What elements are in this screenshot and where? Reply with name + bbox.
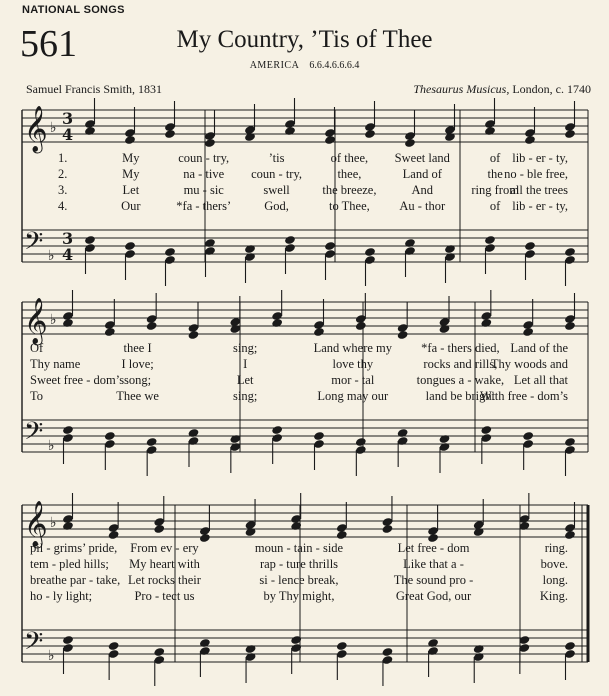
lyric-word: King.	[539, 589, 568, 603]
section-heading: NATIONAL SONGS	[22, 4, 125, 16]
lyric-word: ho - ly light;	[30, 589, 93, 603]
lyric-word: rocks and rills,	[423, 357, 498, 371]
lyric-word: sing;	[233, 341, 258, 355]
note-head	[245, 527, 257, 537]
note-head	[62, 425, 74, 435]
lyric-word: Let	[122, 183, 140, 197]
lyric-word: sing;	[233, 389, 258, 403]
lyric-word: My	[122, 167, 140, 181]
key-signature-flat: ♭	[50, 120, 57, 136]
lyric-word: Pro - tect us	[134, 589, 195, 603]
lyric-word: Great God, our	[395, 589, 472, 603]
note-head	[62, 318, 74, 328]
note-head	[204, 138, 216, 148]
lyric-word: The sound pro -	[393, 573, 474, 587]
lyric-word: *fa - thers died,	[421, 341, 500, 355]
note-head	[284, 126, 296, 136]
lyric-word: the breeze,	[322, 183, 377, 197]
note-head	[564, 129, 576, 139]
bass-clef: 𝄢	[24, 227, 44, 262]
lyric-word: the	[487, 167, 503, 181]
note-head	[564, 530, 576, 540]
system-2	[22, 290, 588, 476]
key-signature-flat: ♭	[50, 312, 57, 328]
lyric-word: With free - dom’s	[479, 389, 568, 403]
note-head	[355, 437, 367, 447]
lyric-word: bove.	[540, 557, 568, 571]
music-source-rest: London, c. 1740	[509, 82, 591, 96]
note-head	[62, 635, 74, 645]
note-head	[84, 126, 96, 136]
lyric-word: coun - try,	[178, 151, 230, 165]
lyric-word: Sweet land	[394, 151, 450, 165]
note-head	[473, 644, 485, 654]
note-head	[124, 241, 136, 251]
lyric-word: 3.	[58, 183, 68, 197]
note-head	[284, 235, 296, 245]
lyric-word: Of	[30, 341, 44, 355]
hymn-title: My Country, ’Tis of Thee	[176, 26, 433, 53]
lyric-word: ring.	[544, 541, 568, 555]
note-head	[245, 644, 257, 654]
lyric-word: From ev - ery	[130, 541, 199, 555]
note-head	[164, 129, 176, 139]
lyric-word: long.	[542, 573, 568, 587]
lyric-word: Like that a -	[403, 557, 464, 571]
lyric-word: moun - tain - side	[254, 541, 344, 555]
note-head	[564, 321, 576, 331]
note-head	[444, 132, 456, 142]
note-head	[524, 135, 536, 145]
note-head	[204, 238, 216, 248]
note-head	[382, 647, 394, 657]
note-head	[146, 321, 158, 331]
note-head	[199, 533, 211, 543]
time-signature: 4	[62, 245, 74, 264]
note-head	[564, 437, 576, 447]
lyric-word: 2.	[58, 167, 68, 181]
note-head	[355, 321, 367, 331]
note-head	[522, 327, 534, 337]
note-head	[484, 126, 496, 136]
lyric-word: Thy woods and	[490, 357, 568, 371]
note-head	[199, 638, 211, 648]
note-head	[146, 437, 158, 447]
lyric-word: Land where my	[313, 341, 393, 355]
lyric-word: na - tive	[183, 167, 225, 181]
key-signature-flat: ♭	[48, 648, 55, 664]
note-head	[427, 638, 439, 648]
note-head	[480, 318, 492, 328]
note-head	[564, 641, 576, 651]
note-head	[188, 330, 200, 340]
lyric-word: Let	[236, 373, 254, 387]
lyric-word: Let all that	[513, 373, 568, 387]
note-head	[244, 132, 256, 142]
lyric-word: no - ble free,	[504, 167, 568, 181]
lyric-word: mu - sic	[183, 183, 224, 197]
lyric-word: God,	[264, 199, 289, 213]
note-head	[108, 530, 120, 540]
note-head	[324, 135, 336, 145]
note-head	[62, 521, 74, 531]
lyric-word: ring from	[471, 183, 519, 197]
lyric-word: land be bright	[425, 389, 496, 403]
note-head	[473, 527, 485, 537]
lyric-word: Long may our	[317, 389, 389, 403]
key-signature-flat: ♭	[48, 438, 55, 454]
tune-name: AMERICA	[249, 60, 300, 71]
lyric-word: My heart with	[129, 557, 200, 571]
lyric-word: ’tis	[268, 151, 285, 165]
lyric-word: Sweet free - dom’s	[30, 373, 125, 387]
lyric-word: Land of the	[510, 341, 568, 355]
lyric-word: coun - try,	[251, 167, 303, 181]
lyric-word: I	[243, 357, 248, 371]
lyric-word: Au - thor	[399, 199, 446, 213]
note-head	[164, 247, 176, 257]
note-head	[404, 138, 416, 148]
text-credit: Samuel Francis Smith, 1831	[26, 82, 162, 96]
lyric-word: of	[489, 151, 501, 165]
lyric-word: by Thy might,	[263, 589, 335, 603]
note-head	[397, 330, 409, 340]
lyric-word: Let free - dom	[397, 541, 470, 555]
note-head	[524, 241, 536, 251]
note-head	[229, 434, 241, 444]
note-head	[271, 318, 283, 328]
treble-clef: 𝄞	[24, 298, 48, 344]
lyric-word: tem - pled hills;	[30, 557, 109, 571]
note-head	[124, 135, 136, 145]
lyric-word: Thy name	[30, 357, 81, 371]
note-head	[404, 238, 416, 248]
lyric-word: My	[122, 151, 140, 165]
lyric-word: 1.	[58, 151, 68, 165]
treble-clef: 𝄞	[24, 106, 48, 152]
lyric-word: Land of	[402, 167, 442, 181]
note-head	[313, 327, 325, 337]
note-head	[84, 235, 96, 245]
time-signature: 3	[62, 109, 74, 128]
note-head	[364, 247, 376, 257]
note-head	[484, 235, 496, 245]
treble-clef: 𝄞	[24, 501, 48, 547]
note-head	[324, 241, 336, 251]
note-head	[153, 524, 165, 534]
lyric-word: Thee we	[116, 389, 159, 403]
lyric-word: breathe par - take,	[30, 573, 121, 587]
lyric-word: Let rocks their	[128, 573, 201, 587]
lyric-word: swell	[263, 183, 290, 197]
note-head	[522, 431, 534, 441]
lyric-word: lib - er - ty,	[512, 199, 568, 213]
lyric-word: thee,	[337, 167, 362, 181]
meter: 6.6.4.6.6.6.4	[309, 60, 360, 71]
note-head	[108, 641, 120, 651]
note-head	[104, 327, 116, 337]
key-signature-flat: ♭	[50, 515, 57, 531]
lyric-word: tongues a - wake,	[416, 373, 505, 387]
lyric-word: all the trees	[510, 183, 568, 197]
lyric-word: mor - tal	[331, 373, 375, 387]
lyric-word: love thy	[332, 357, 374, 371]
note-head	[271, 425, 283, 435]
lyric-word: rap - ture thrills	[259, 557, 339, 571]
note-head	[439, 324, 451, 334]
note-head	[364, 129, 376, 139]
system-1	[22, 98, 588, 286]
lyric-word: To	[30, 389, 44, 403]
note-head	[188, 428, 200, 438]
note-head	[382, 524, 394, 534]
lyric-word: pil - grims’ pride,	[30, 541, 118, 555]
lyric-word: And	[411, 183, 434, 197]
note-head	[397, 428, 409, 438]
hymn-number: 561	[20, 23, 77, 65]
note-head	[564, 247, 576, 257]
lyric-word: I love;	[121, 357, 154, 371]
system-3	[22, 493, 588, 686]
note-head	[336, 641, 348, 651]
time-signature: 3	[62, 229, 74, 248]
lyric-word: 4.	[58, 199, 68, 213]
note-head	[480, 425, 492, 435]
note-head	[439, 434, 451, 444]
bass-clef: 𝄢	[24, 627, 44, 662]
key-signature-flat: ♭	[48, 248, 55, 264]
note-head	[313, 431, 325, 441]
lyric-word: si - lence break,	[259, 573, 339, 587]
note-head	[153, 647, 165, 657]
lyric-word: song;	[124, 373, 152, 387]
lyric-word: thee I	[123, 341, 152, 355]
note-head	[104, 431, 116, 441]
lyric-word: to Thee,	[329, 199, 370, 213]
note-head	[336, 530, 348, 540]
lyric-word: of thee,	[330, 151, 369, 165]
lyric-word: Our	[121, 199, 141, 213]
bass-clef: 𝄢	[24, 417, 44, 452]
lyric-word: lib - er - ty,	[512, 151, 568, 165]
note-head	[444, 244, 456, 254]
time-signature: 4	[62, 125, 74, 144]
music-source-title: Thesaurus Musicus,	[413, 82, 510, 96]
note-head	[244, 244, 256, 254]
lyric-word: *fa - thers’	[176, 199, 232, 213]
note-head	[229, 324, 241, 334]
lyric-word: of	[489, 199, 501, 213]
